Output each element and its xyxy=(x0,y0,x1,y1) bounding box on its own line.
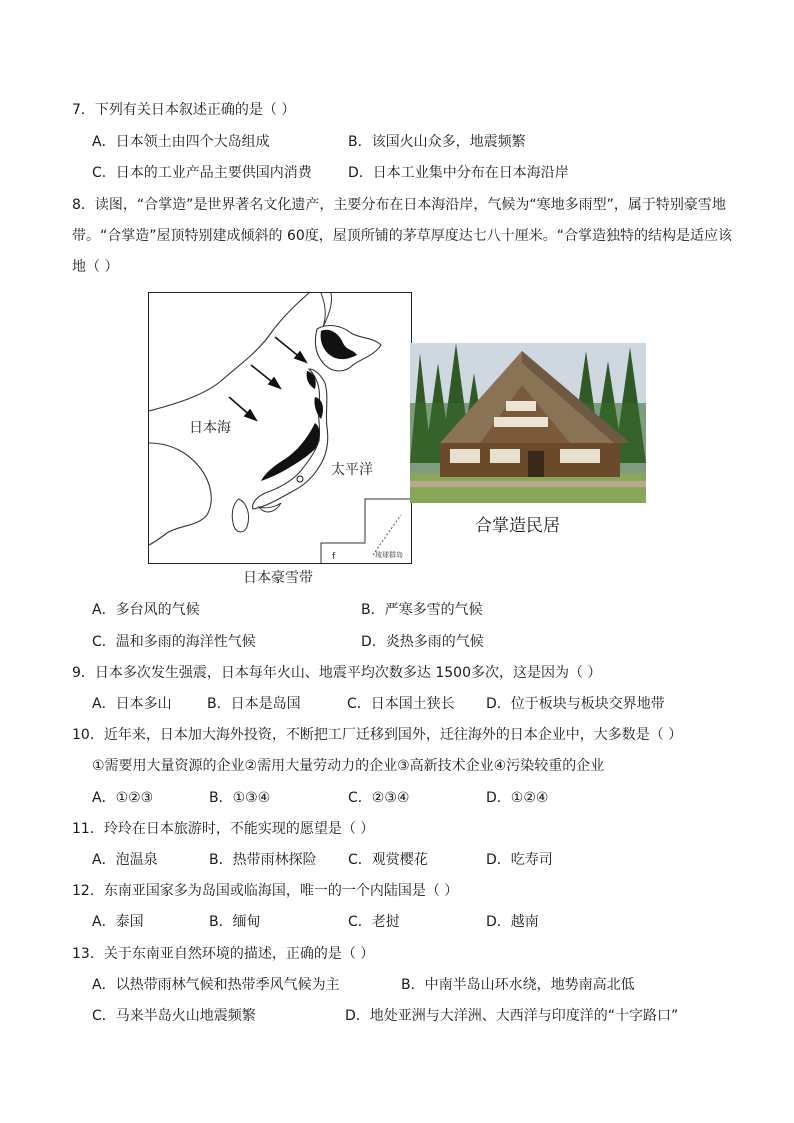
q10-option-d: D．①②④ xyxy=(486,790,549,806)
q13-stem: 13．关于东南亚自然环境的描述，正确的是（ ） xyxy=(72,946,375,962)
q11-option-a: A．泡温泉 xyxy=(92,852,158,868)
q7-option-c: C．日本的工业产品主要供国内消费 xyxy=(92,165,312,181)
q11-option-d: D．吃寿司 xyxy=(486,852,553,868)
q9-option-d: D．位于板块与板块交界地带 xyxy=(486,696,665,712)
map-label-ryukyu: 琉球群岛 xyxy=(375,551,403,559)
q12-option-d: D．越南 xyxy=(486,914,539,930)
q11-option-b: B．热带雨林探险 xyxy=(209,852,317,868)
q7-stem: 7．下列有关日本叙述正确的是（ ） xyxy=(72,102,296,118)
map-label-pacific-ocean: 太平洋 xyxy=(331,462,373,478)
q9-option-a: A．日本多山 xyxy=(92,696,172,712)
q8-option-d: D．炎热多雨的气候 xyxy=(361,634,484,650)
q10-option-a: A．①②③ xyxy=(92,790,154,806)
gassho-house-illustration xyxy=(410,343,646,503)
gassho-house-photo xyxy=(410,343,646,503)
q12-stem: 12．东南亚国家多为岛国或临海国，唯一的一个内陆国是（ ） xyxy=(72,883,459,899)
q11-option-c: C．观赏樱花 xyxy=(348,852,428,868)
q9-option-b: B．日本是岛国 xyxy=(207,696,301,712)
q13-option-c: C．马来半岛火山地震频繁 xyxy=(92,1008,256,1024)
q8-option-a: A．多台风的气候 xyxy=(92,602,200,618)
ryukyu-islands xyxy=(373,515,401,555)
tokyo-marker xyxy=(297,476,303,482)
japan-snow-belt-map xyxy=(148,292,412,564)
q12-option-b: B．缅甸 xyxy=(209,914,261,930)
q10-stem: 10．近年来，日本加大海外投资，不断把工厂迁移到国外，迁往海外的日本企业中，大多数是（ ） xyxy=(72,727,683,743)
q12-option-a: A．泰国 xyxy=(92,914,144,930)
q8-stem-line-1: 8．读图，“合掌造”是世界著名文化遗产，主要分布在日本海沿岸，气候为“寒地多雨型”，属于特别豪雪地 xyxy=(72,197,726,213)
q13-option-b: B．中南半岛山环水绕，地势南高北低 xyxy=(401,977,635,993)
q10-option-c: C．②③④ xyxy=(348,790,410,806)
korean-peninsula-outline xyxy=(149,443,211,545)
q8-stem-line-3: 地（ ） xyxy=(72,259,119,275)
q7-option-d: D．日本工业集中分布在日本海沿岸 xyxy=(348,165,569,181)
q10-option-b: B．①③④ xyxy=(209,790,271,806)
north-marker: f xyxy=(332,552,336,562)
q13-option-a: A．以热带雨林气候和热带季风气候为主 xyxy=(92,977,340,993)
q10-items: ①需要用大量资源的企业②需用大量劳动力的企业③高新技术企业④污染较重的企业 xyxy=(92,758,605,774)
q9-stem: 9．日本多次发生强震，日本每年火山、地震平均次数多达 1500多次，这是因为（ ） xyxy=(72,665,602,681)
q8-stem-line-2: 带。“合掌造”屋顶特别建成倾斜的 60度，屋顶所铺的茅草厚度达七八十厘米。“合掌造独特的结构是适应该 xyxy=(72,228,733,244)
q13-option-d: D．地处亚洲与大洋洲、大西洋与印度洋的“十字路口” xyxy=(345,1008,679,1024)
monsoon-arrows xyxy=(229,337,306,420)
kyushu-outline xyxy=(232,499,248,532)
sakhalin-outline xyxy=(321,293,332,327)
q11-stem: 11．玲玲在日本旅游时，不能实现的愿望是（ ） xyxy=(72,821,375,837)
q12-option-c: C．老挝 xyxy=(348,914,400,930)
q9-option-c: C．日本国土狭长 xyxy=(347,696,455,712)
map-label-sea-of-japan: 日本海 xyxy=(189,420,231,436)
photo-caption: 合掌造民居 xyxy=(475,516,560,536)
mainland-coastline xyxy=(149,293,309,411)
q7-option-a: A．日本领土由四个大岛组成 xyxy=(92,134,270,150)
q7-option-b: B．该国火山众多，地震频繁 xyxy=(348,134,526,150)
q8-option-c: C．温和多雨的海洋性气候 xyxy=(92,634,256,650)
map-caption: 日本豪雪带 xyxy=(243,570,313,586)
q8-option-b: B．严寒多雪的气候 xyxy=(361,602,483,618)
